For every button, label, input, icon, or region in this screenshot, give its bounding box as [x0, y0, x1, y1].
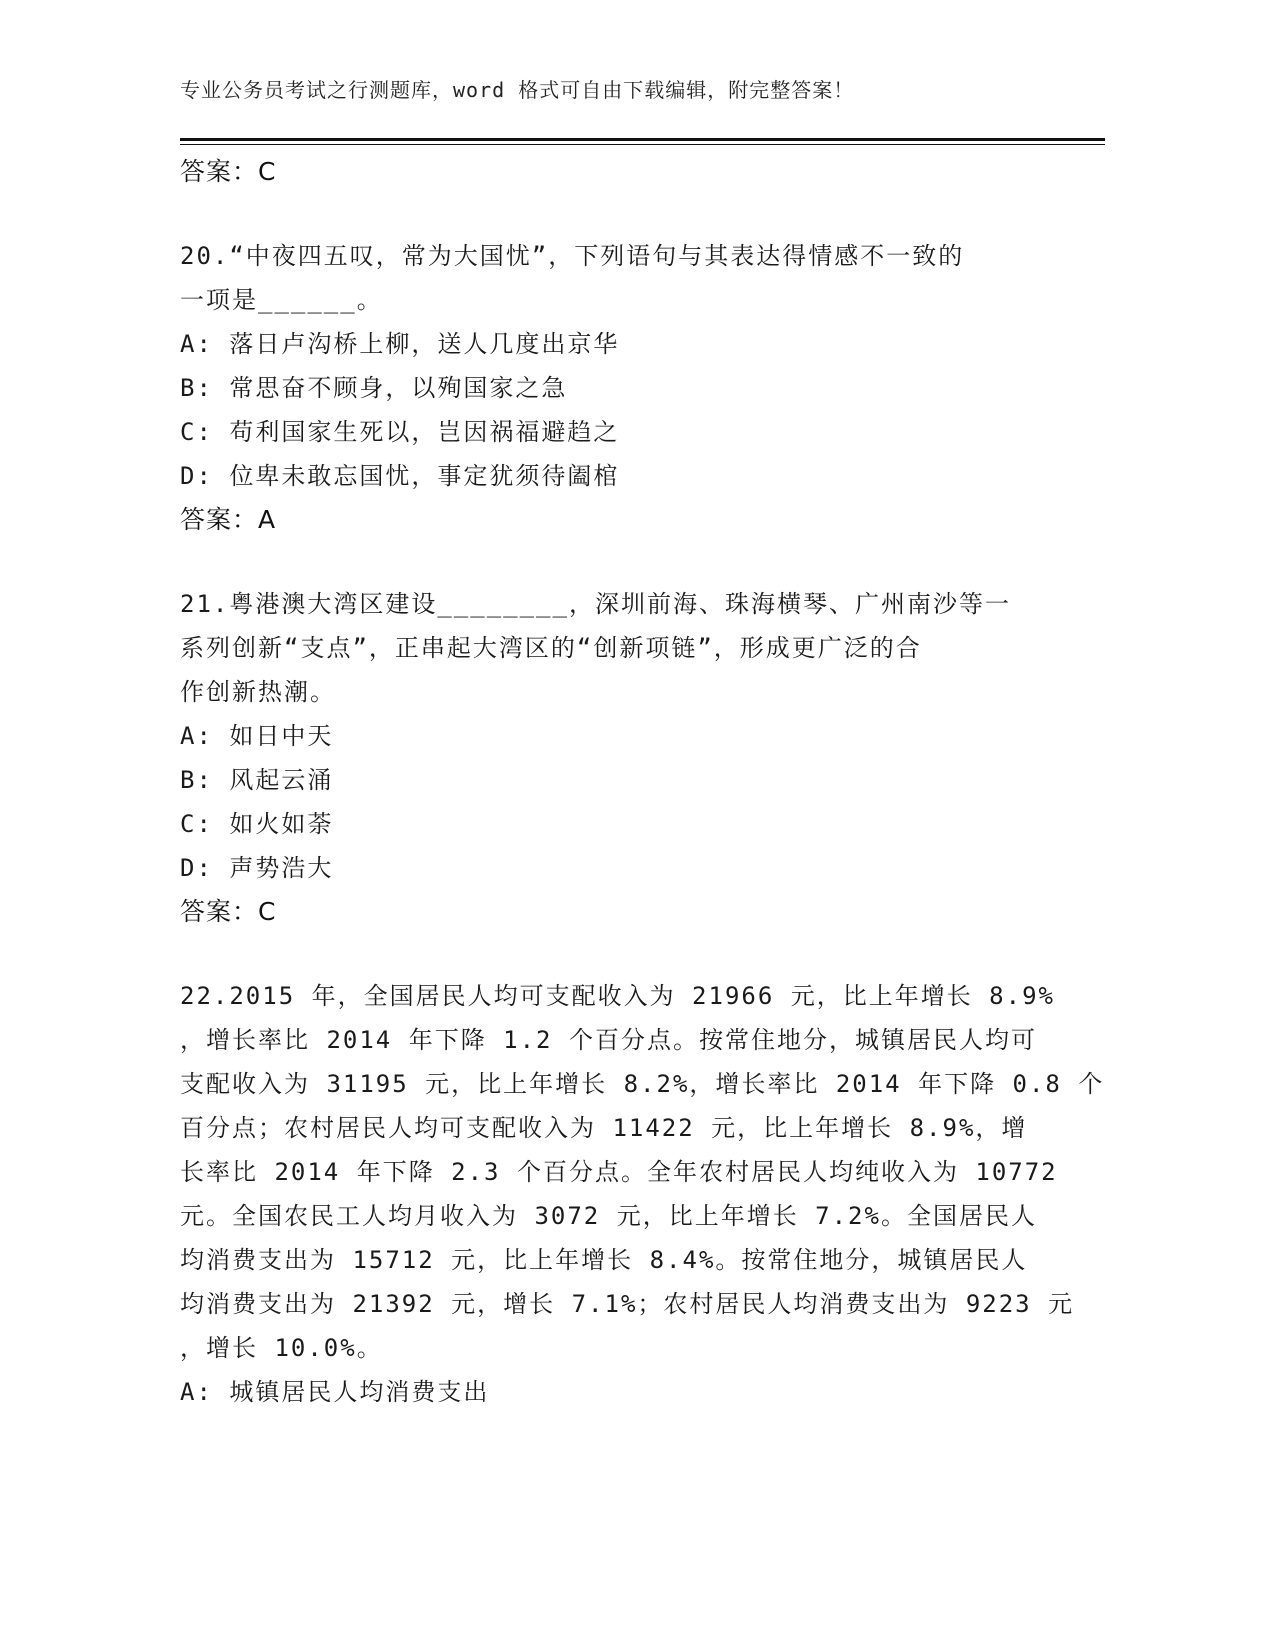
question-text-line: 元。全国农民工人均月收入为 3072 元，比上年增长 7.2%。全国居民人: [180, 1202, 1037, 1230]
option-c: C: 苟利国家生死以，岂因祸福避趋之: [180, 418, 620, 446]
option-a: A: 落日卢沟桥上柳，送人几度出京华: [180, 330, 620, 358]
question-text-line: 支配收入为 31195 元，比上年增长 8.2%，增长率比 2014 年下降 0.8 个: [180, 1070, 1105, 1098]
question-20: [180, 234, 1040, 542]
answer-20: 答案：A: [180, 505, 277, 534]
answer-19: 答案：C: [180, 157, 277, 186]
option-c: C: 如火如荼: [180, 810, 334, 838]
question-text-line: 20.“中夜四五叹，常为大国忧”，下列语句与其表达得情感不一致的: [180, 242, 965, 270]
option-d: D: 位卑未敢忘国忧，事定犹须待阖棺: [180, 462, 620, 490]
question-text-line: 一项是______。: [180, 286, 383, 314]
document-body: [180, 150, 1105, 1414]
page-header: 专业公务员考试之行测题库，word 格式可自由下载编辑，附完整答案！: [180, 78, 855, 102]
question-text-line: 均消费支出为 21392 元，增长 7.1%；农村居民人均消费支出为 9223 元: [180, 1290, 1075, 1318]
question-text-line: 百分点；农村居民人均可支配收入为 11422 元，比上年增长 8.9%，增: [180, 1114, 1028, 1142]
question-21: [180, 582, 1040, 934]
question-text-line: ，增长率比 2014 年下降 1.2 个百分点。按常住地分，城镇居民人均可: [180, 1026, 1037, 1054]
header-rule-thin: [180, 144, 1105, 145]
question-text-line: ，增长 10.0%。: [180, 1334, 383, 1362]
option-d: D: 声势浩大: [180, 854, 334, 882]
header-rule-thick: [180, 138, 1105, 141]
option-b: B: 常思奋不顾身，以殉国家之急: [180, 374, 568, 402]
question-text-line: 作创新热潮。: [180, 678, 336, 706]
question-22: [180, 974, 1105, 1414]
answer-21: 答案：C: [180, 897, 277, 926]
question-text-line: 均消费支出为 15712 元，比上年增长 8.4%。按常住地分，城镇居民人: [180, 1246, 1028, 1274]
option-a: A: 如日中天: [180, 722, 334, 750]
question-text-line: 长率比 2014 年下降 2.3 个百分点。全年农村居民人均纯收入为 10772: [180, 1158, 1058, 1186]
question-text-line: 系列创新“支点”，正串起大湾区的“创新项链”，形成更广泛的合: [180, 634, 922, 662]
option-a: A: 城镇居民人均消费支出: [180, 1378, 490, 1406]
option-b: B: 风起云涌: [180, 766, 334, 794]
question-text-line: 22.2015 年，全国居民人均可支配收入为 21966 元，比上年增长 8.9%: [180, 982, 1055, 1010]
question-text-line: 21.粤港澳大湾区建设________，深圳前海、珠海横琴、广州南沙等一: [180, 590, 1011, 618]
